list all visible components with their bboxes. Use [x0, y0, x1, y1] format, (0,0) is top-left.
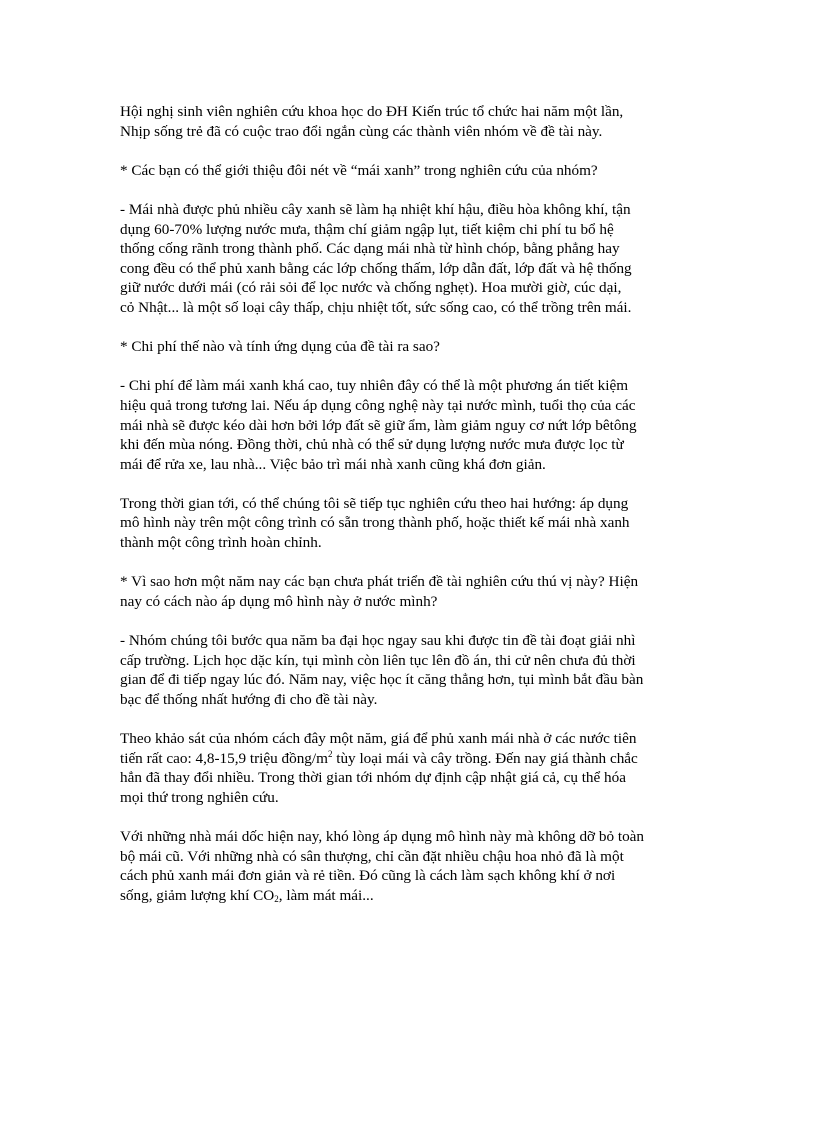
paragraph-survey: [120, 729, 710, 807]
answer-1: [120, 200, 710, 318]
text-line: cỏ Nhật... là một số loại cây thấp, chịu nhiệt tốt, sức sống cao, có thể trồng trên mái.: [120, 298, 632, 316]
text-line: nay có cách nào áp dụng mô hình này ở nước mình?: [120, 592, 438, 610]
text-line: Hội nghị sinh viên nghiên cứu khoa học do ĐH Kiến trúc tổ chức hai năm một lần,: [120, 103, 624, 120]
text-line: - Nhóm chúng tôi bước qua năm ba đại học ngay sau khi được tin đề tài đoạt giải nhì: [120, 632, 636, 650]
answer-3: [120, 631, 710, 709]
text-line: khi đến mùa nóng. Đồng thời, chủ nhà có thể sử dụng lượng nước mưa được lọc từ: [120, 436, 624, 454]
text-line: * Vì sao hơn một năm nay các bạn chưa phát triển đề tài nghiên cứu thú vị này? Hiện: [120, 573, 639, 591]
text-line: bộ mái cũ. Với những nhà có sân thượng, chỉ cần đặt nhiều chậu hoa nhỏ đã là một: [120, 847, 624, 865]
question-1: [120, 161, 710, 181]
question-2: [120, 337, 710, 357]
text-line: - Mái nhà được phủ nhiều cây xanh sẽ làm hạ nhiệt khí hậu, điều hòa không khí, tận: [120, 200, 631, 218]
question-3: [120, 572, 710, 611]
text-line: * Chi phí thế nào và tính ứng dụng của đề tài ra sao?: [120, 338, 440, 356]
text-line: thống cống rãnh trong thành phố. Các dạng mái nhà từ hình chóp, bằng phẳng hay: [120, 240, 620, 258]
text-line: hiệu quả trong tương lai. Nếu áp dụng công nghệ này tại nước mình, tuổi thọ của các: [120, 396, 636, 414]
text-line: Nhịp sống trẻ đã có cuộc trao đổi ngắn cùng các thành viên nhóm về đề tài này.: [120, 122, 603, 140]
text-line: hẳn đã thay đổi nhiều. Trong thời gian tới nhóm dự định cập nhật giá cả, cụ thể hóa: [120, 769, 626, 787]
text-line-with-superscript: [120, 749, 710, 769]
answer-2: [120, 376, 710, 474]
text-line: * Các bạn có thể giới thiệu đôi nét về “mái xanh” trong nghiên cứu của nhóm?: [120, 161, 598, 179]
paragraph-conclusion: [120, 827, 710, 905]
text-line: cong đều có thể phủ xanh bằng các lớp chống thấm, lớp dẫn đất, lớp đất và hệ thống: [120, 259, 632, 277]
paragraph-future-plans: [120, 494, 710, 553]
text-line: Với những nhà mái dốc hiện nay, khó lòng áp dụng mô hình này mà không dỡ bỏ toàn: [120, 827, 644, 845]
text-line: - Chi phí để làm mái xanh khá cao, tuy nhiên đây có thể là một phương án tiết kiệm: [120, 377, 629, 395]
text-line: cách phủ xanh mái đơn giản và rẻ tiền. Đó cũng là cách làm sạch không khí ở nơi: [120, 867, 616, 885]
text-line: mô hình này trên một công trình có sẵn trong thành phố, hoặc thiết kế mái nhà xanh: [120, 514, 630, 532]
text-line-with-subscript: [120, 886, 710, 906]
text-line: thành một công trình hoàn chỉnh.: [120, 534, 322, 552]
text-line: Theo khảo sát của nhóm cách đây một năm, giá để phủ xanh mái nhà ở các nước tiên: [120, 730, 637, 747]
text-line: giữ nước dưới mái (có rải sỏi để lọc nước và chống nghẹt). Hoa mười giờ, cúc dại,: [120, 279, 622, 297]
text-segment: sống, giảm lượng khí CO: [120, 886, 275, 904]
text-segment: tiến rất cao: 4,8-15,9 triệu đồng/m: [120, 749, 328, 767]
document-body: [120, 102, 710, 925]
superscript: 2: [327, 748, 333, 759]
subscript: 2: [274, 893, 279, 904]
text-line: mái để rửa xe, lau nhà... Việc bảo trì mái nhà xanh cũng khá đơn giản.: [120, 455, 546, 473]
paragraph-intro: [120, 102, 710, 141]
text-line: gian để đi tiếp ngay lúc đó. Năm nay, việc học ít căng thẳng hơn, tụi mình bắt đầu bàn: [120, 671, 644, 689]
text-line: bạc để thống nhất hướng đi cho đề tài này.: [120, 690, 378, 708]
text-segment: , làm mát mái...: [278, 886, 374, 904]
text-line: Trong thời gian tới, có thể chúng tôi sẽ tiếp tục nghiên cứu theo hai hướng: áp dụng: [120, 494, 629, 512]
text-line: dụng 60-70% lượng nước mưa, thậm chí giảm ngập lụt, tiết kiệm chi phí tu bổ hệ: [120, 220, 614, 238]
text-line: mái nhà sẽ được kéo dài hơn bởi lớp đất sẽ giữ ẩm, làm giảm nguy cơ nứt lớp bêtông: [120, 416, 637, 434]
text-line: cấp trường. Lịch học dặc kín, tụi mình còn liên tục lên đồ án, thi cử nên chưa đủ thời: [120, 651, 636, 669]
text-segment: tùy loại mái và cây trồng. Đến nay giá thành chắc: [332, 749, 638, 767]
text-line: mọi thứ trong nghiên cứu.: [120, 788, 279, 806]
